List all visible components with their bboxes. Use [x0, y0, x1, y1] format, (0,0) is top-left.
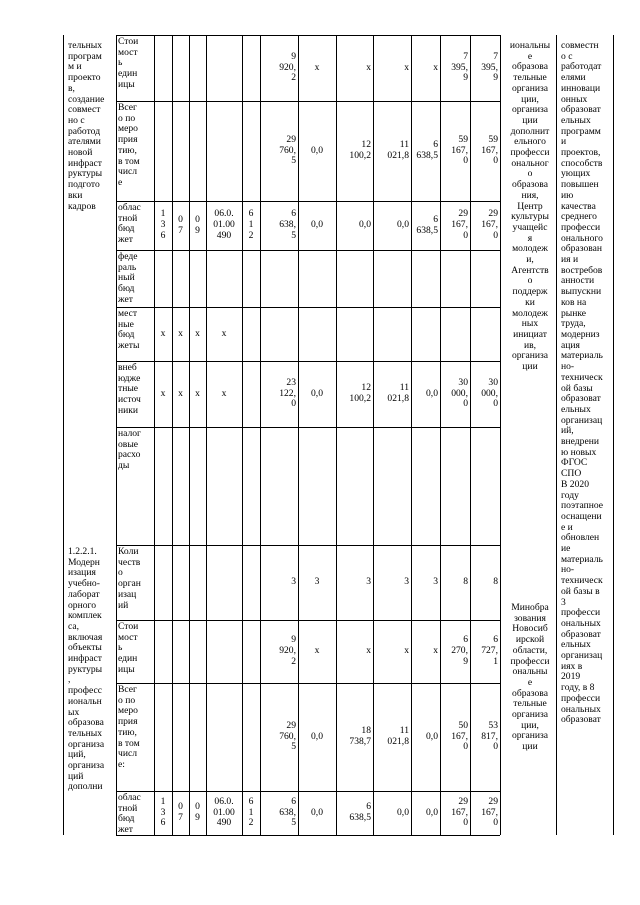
table-column-border — [373, 35, 374, 835]
table-cell-v5: х — [433, 61, 438, 73]
table-cell-v2: х — [314, 61, 320, 73]
table-cell-pr — [191, 252, 204, 305]
expected-result-text: совместн о с работодат елями инноваци онных образоват ельных программ и проектов, способств ующих повышен ию качества среднего професси онального образован ия и востребов анности выпускни ков на рынке труда, модерниз ация материаль но- техническ ой базы образоват ельных организац ий, внедрени ю новых ФГОС СПО В 2020 году поэтапное оснащени е и обновлен ие материаль но- техническ ой базы в 3 професси ональных образоват ельных организац иях в 2019 году, в 8 професси ональных образоват — [561, 40, 604, 726]
table-cell-grbs — [156, 103, 170, 199]
table-cell-rz: 0 7 — [178, 213, 183, 236]
table-cell-v1: 29 760, 5 — [279, 719, 296, 753]
table-cell-pr — [191, 547, 204, 618]
table-cell-v3 — [338, 252, 371, 305]
table-column-border — [556, 35, 557, 835]
table-cell-indicator: Коли честв о орган изац ий — [118, 546, 141, 611]
table-cell-v4: 11 021,8 — [387, 382, 409, 404]
table-cell-v2 — [300, 429, 334, 543]
table-cell-v2 — [300, 252, 334, 305]
table-cell-csr — [208, 547, 240, 618]
table-column-border — [189, 35, 190, 835]
table-cell-csr: х — [221, 387, 227, 399]
table-row-border — [116, 35, 500, 36]
table-cell-v4: 0,0 — [397, 806, 409, 818]
table-cell-v4: х — [404, 61, 409, 73]
table-cell-v4: 0,0 — [397, 219, 409, 231]
table-cell-grbs: х — [160, 387, 166, 399]
measure-description-bottom: 1.2.2.1. Модерн изация учебно- лаборат орного комплек са, включая объекты инфраст руктуры , професс иональн ых образова тельных организа ций, организа ций дополни — [68, 546, 105, 793]
table-cell-vr — [244, 309, 258, 359]
table-cell-v1: 23 122, 0 — [279, 376, 296, 410]
table-cell-v7: 29 167, 0 — [481, 795, 498, 829]
table-cell-v7: 30 000, 0 — [481, 376, 498, 410]
table-cell-vr — [244, 547, 258, 618]
table-cell-vr: 6 1 2 — [248, 795, 254, 829]
table-cell-vr — [244, 37, 258, 99]
table-cell-v6: 59 167, 0 — [451, 133, 468, 167]
table-cell-grbs — [156, 547, 170, 618]
table-cell-v6 — [442, 252, 468, 305]
table-cell-rz: х — [178, 327, 183, 339]
table-cell-v1 — [262, 309, 296, 359]
table-row-border — [116, 101, 500, 102]
table-cell-grbs: 1 3 6 — [160, 795, 166, 829]
table-cell-csr — [208, 429, 240, 543]
table-cell-v6 — [442, 309, 468, 359]
table-cell-grbs — [156, 37, 170, 99]
table-cell-v2: 0,0 — [311, 387, 323, 399]
table-cell-v5: 0,0 — [426, 387, 438, 399]
table-row-border — [116, 683, 500, 684]
table-cell-v2: 0,0 — [311, 730, 323, 742]
table-cell-v5: х — [433, 645, 438, 657]
table-cell-v3: 6 638,5 — [349, 801, 371, 823]
table-cell-v6: 30 000, 0 — [451, 376, 468, 410]
table-cell-grbs: 1 3 6 — [160, 208, 166, 241]
table-row-border — [116, 545, 500, 546]
table-cell-v6: 29 167, 0 — [451, 795, 468, 829]
table-cell-v1 — [262, 252, 296, 305]
table-cell-pr: х — [195, 327, 200, 339]
table-cell-v6: 7 395, 9 — [451, 50, 468, 84]
table-column-border — [116, 35, 117, 835]
table-cell-v1 — [262, 429, 296, 543]
table-cell-grbs — [156, 429, 170, 543]
table-cell-indicator: налог овые расхо ды — [118, 428, 141, 472]
table-cell-v1: 9 920, 2 — [279, 634, 296, 667]
table-cell-indicator: Всег о по меро прия тию, в том числ е — [118, 102, 140, 188]
table-column-border — [500, 35, 501, 835]
table-cell-grbs — [156, 622, 170, 681]
table-cell-v4 — [375, 309, 409, 359]
table-cell-indicator: облас тной бюд жет — [118, 202, 141, 246]
table-cell-v4 — [375, 429, 409, 543]
table-column-border — [298, 35, 299, 835]
table-row-border — [116, 791, 500, 792]
table-cell-indicator: Всег о по меро прия тию, в том числ е: — [118, 684, 140, 770]
table-cell-csr — [208, 685, 240, 789]
table-cell-v5: 6 638,5 — [416, 213, 438, 236]
table-cell-pr — [191, 103, 204, 199]
table-cell-v7: 8 — [493, 576, 498, 588]
table-cell-indicator: облас тной бюд жет — [118, 792, 141, 836]
table-cell-vr — [244, 429, 258, 543]
table-cell-v5 — [413, 429, 438, 543]
table-cell-grbs — [156, 252, 170, 305]
table-cell-v2: 3 — [314, 576, 320, 588]
table-cell-v7: 7 395, 9 — [481, 50, 498, 84]
table-cell-rz — [174, 252, 187, 305]
table-cell-indicator: мест ные бюд жеты — [118, 308, 140, 352]
table-cell-v3: х — [366, 61, 371, 73]
table-row-border — [116, 250, 500, 251]
table-cell-v4: х — [404, 645, 409, 657]
table-cell-v5 — [413, 309, 438, 359]
table-cell-v6 — [442, 429, 468, 543]
table-cell-csr: х — [221, 327, 227, 339]
table-row-border — [116, 307, 500, 308]
table-cell-pr — [191, 429, 204, 543]
table-cell-v5: 6 638,5 — [416, 139, 438, 161]
table-cell-v5: 0,0 — [426, 806, 438, 818]
table-column-border — [63, 35, 64, 835]
table-cell-v3: 18 738,7 — [349, 725, 371, 747]
table-cell-csr — [208, 622, 240, 681]
table-row-border — [116, 201, 500, 202]
table-row-border — [116, 835, 500, 836]
table-cell-v7 — [472, 309, 498, 359]
table-cell-v3: 0,0 — [359, 219, 371, 231]
measure-description-top: тельных програм м и проекто в, создание совмест но с работод ателями новой инфраст руктуры подгото вки кадров — [68, 40, 105, 212]
table-cell-v1: 3 — [291, 576, 296, 588]
table-cell-v4: 11 021,8 — [387, 725, 409, 747]
table-cell-v4 — [375, 252, 409, 305]
table-column-border — [613, 35, 614, 835]
table-cell-pr — [191, 37, 204, 99]
table-column-border — [206, 35, 207, 835]
table-cell-vr — [244, 685, 258, 789]
table-cell-pr: х — [195, 387, 200, 399]
table-column-border — [260, 35, 261, 835]
table-cell-csr — [208, 103, 240, 199]
table-cell-v6: 6 270, 9 — [451, 634, 468, 667]
table-cell-rz: х — [178, 387, 183, 399]
table-cell-rz — [174, 103, 187, 199]
table-cell-v7: 29 167, 0 — [481, 208, 498, 241]
table-cell-v3 — [338, 429, 371, 543]
executor-description-top: иональны е образова тельные организа ции, организа ции дополнит ельного професси ональног о образова ния, Центр культуры учащейс я молодеж и, Агентств о поддерж ки молодеж ных инициат ив, организа ции — [509, 40, 551, 373]
table-cell-indicator: Стои мост ь един ицы — [118, 36, 139, 90]
table-cell-v1: 6 638, 5 — [279, 795, 296, 829]
table-cell-v5: 0,0 — [426, 730, 438, 742]
table-cell-v6: 50 167, 0 — [451, 719, 468, 753]
table-cell-grbs: х — [160, 327, 166, 339]
table-cell-vr: 6 1 2 — [248, 208, 254, 241]
table-cell-v7: 53 817, 0 — [481, 719, 498, 753]
table-cell-grbs — [156, 685, 170, 789]
table-cell-v3 — [338, 309, 371, 359]
table-column-border — [242, 35, 243, 835]
table-row-border — [116, 361, 500, 362]
table-cell-csr — [208, 37, 240, 99]
table-column-border — [411, 35, 412, 835]
table-cell-v2: 0,0 — [311, 219, 323, 231]
table-cell-rz — [174, 685, 187, 789]
table-cell-rz — [174, 429, 187, 543]
table-cell-indicator: феде раль ный бюд жет — [118, 251, 138, 305]
executor-description-bottom: Минобра зования Новосиб ирской области, професси ональны е образова тельные организа ции, организа ции — [510, 602, 550, 753]
table-cell-indicator: внеб юдже тные источ ники — [118, 362, 141, 416]
table-cell-vr — [244, 363, 258, 425]
table-cell-rz — [174, 37, 187, 99]
table-cell-csr: 06.0. 01.00 490 — [213, 208, 235, 241]
table-column-border — [470, 35, 471, 835]
table-cell-csr — [208, 252, 240, 305]
table-cell-indicator: Стои мост ь един ицы — [118, 621, 139, 675]
table-cell-v7: 6 727, 1 — [481, 634, 498, 667]
table-cell-rz — [174, 622, 187, 681]
table-row-border — [116, 427, 500, 428]
table-column-border — [440, 35, 441, 835]
table-cell-v7 — [472, 252, 498, 305]
table-cell-v1: 29 760, 5 — [279, 133, 296, 167]
table-cell-v6: 8 — [463, 576, 468, 588]
table-cell-v3: 12 100,2 — [349, 139, 371, 161]
table-cell-pr: 0 9 — [195, 213, 200, 236]
table-cell-csr: 06.0. 01.00 490 — [213, 795, 235, 829]
table-cell-vr — [244, 622, 258, 681]
table-cell-pr: 0 9 — [195, 801, 200, 823]
table-cell-v2: х — [314, 645, 320, 657]
table-cell-v1: 9 920, 2 — [279, 50, 296, 84]
table-cell-v2 — [300, 309, 334, 359]
table-cell-v4: 11 021,8 — [387, 139, 409, 161]
table-cell-v3: 12 100,2 — [349, 382, 371, 404]
table-cell-v7 — [472, 429, 498, 543]
table-cell-v5: 3 — [433, 576, 438, 588]
table-cell-v2: 0,0 — [311, 144, 323, 156]
table-cell-v3: х — [366, 645, 371, 657]
table-row-border — [116, 620, 500, 621]
table-cell-v5 — [413, 252, 438, 305]
table-cell-v4: 3 — [404, 576, 409, 588]
table-cell-vr — [244, 252, 258, 305]
table-column-border — [172, 35, 173, 835]
table-column-border — [336, 35, 337, 835]
table-cell-pr — [191, 622, 204, 681]
table-cell-vr — [244, 103, 258, 199]
table-cell-v1: 6 638, 5 — [279, 208, 296, 241]
table-cell-v7: 59 167, 0 — [481, 133, 498, 167]
table-cell-v3: 3 — [366, 576, 371, 588]
table-cell-v6: 29 167, 0 — [451, 208, 468, 241]
table-cell-pr — [191, 685, 204, 789]
table-column-border — [154, 35, 155, 835]
table-cell-rz: 0 7 — [178, 801, 183, 823]
table-cell-rz — [174, 547, 187, 618]
table-cell-v2: 0,0 — [311, 806, 323, 818]
